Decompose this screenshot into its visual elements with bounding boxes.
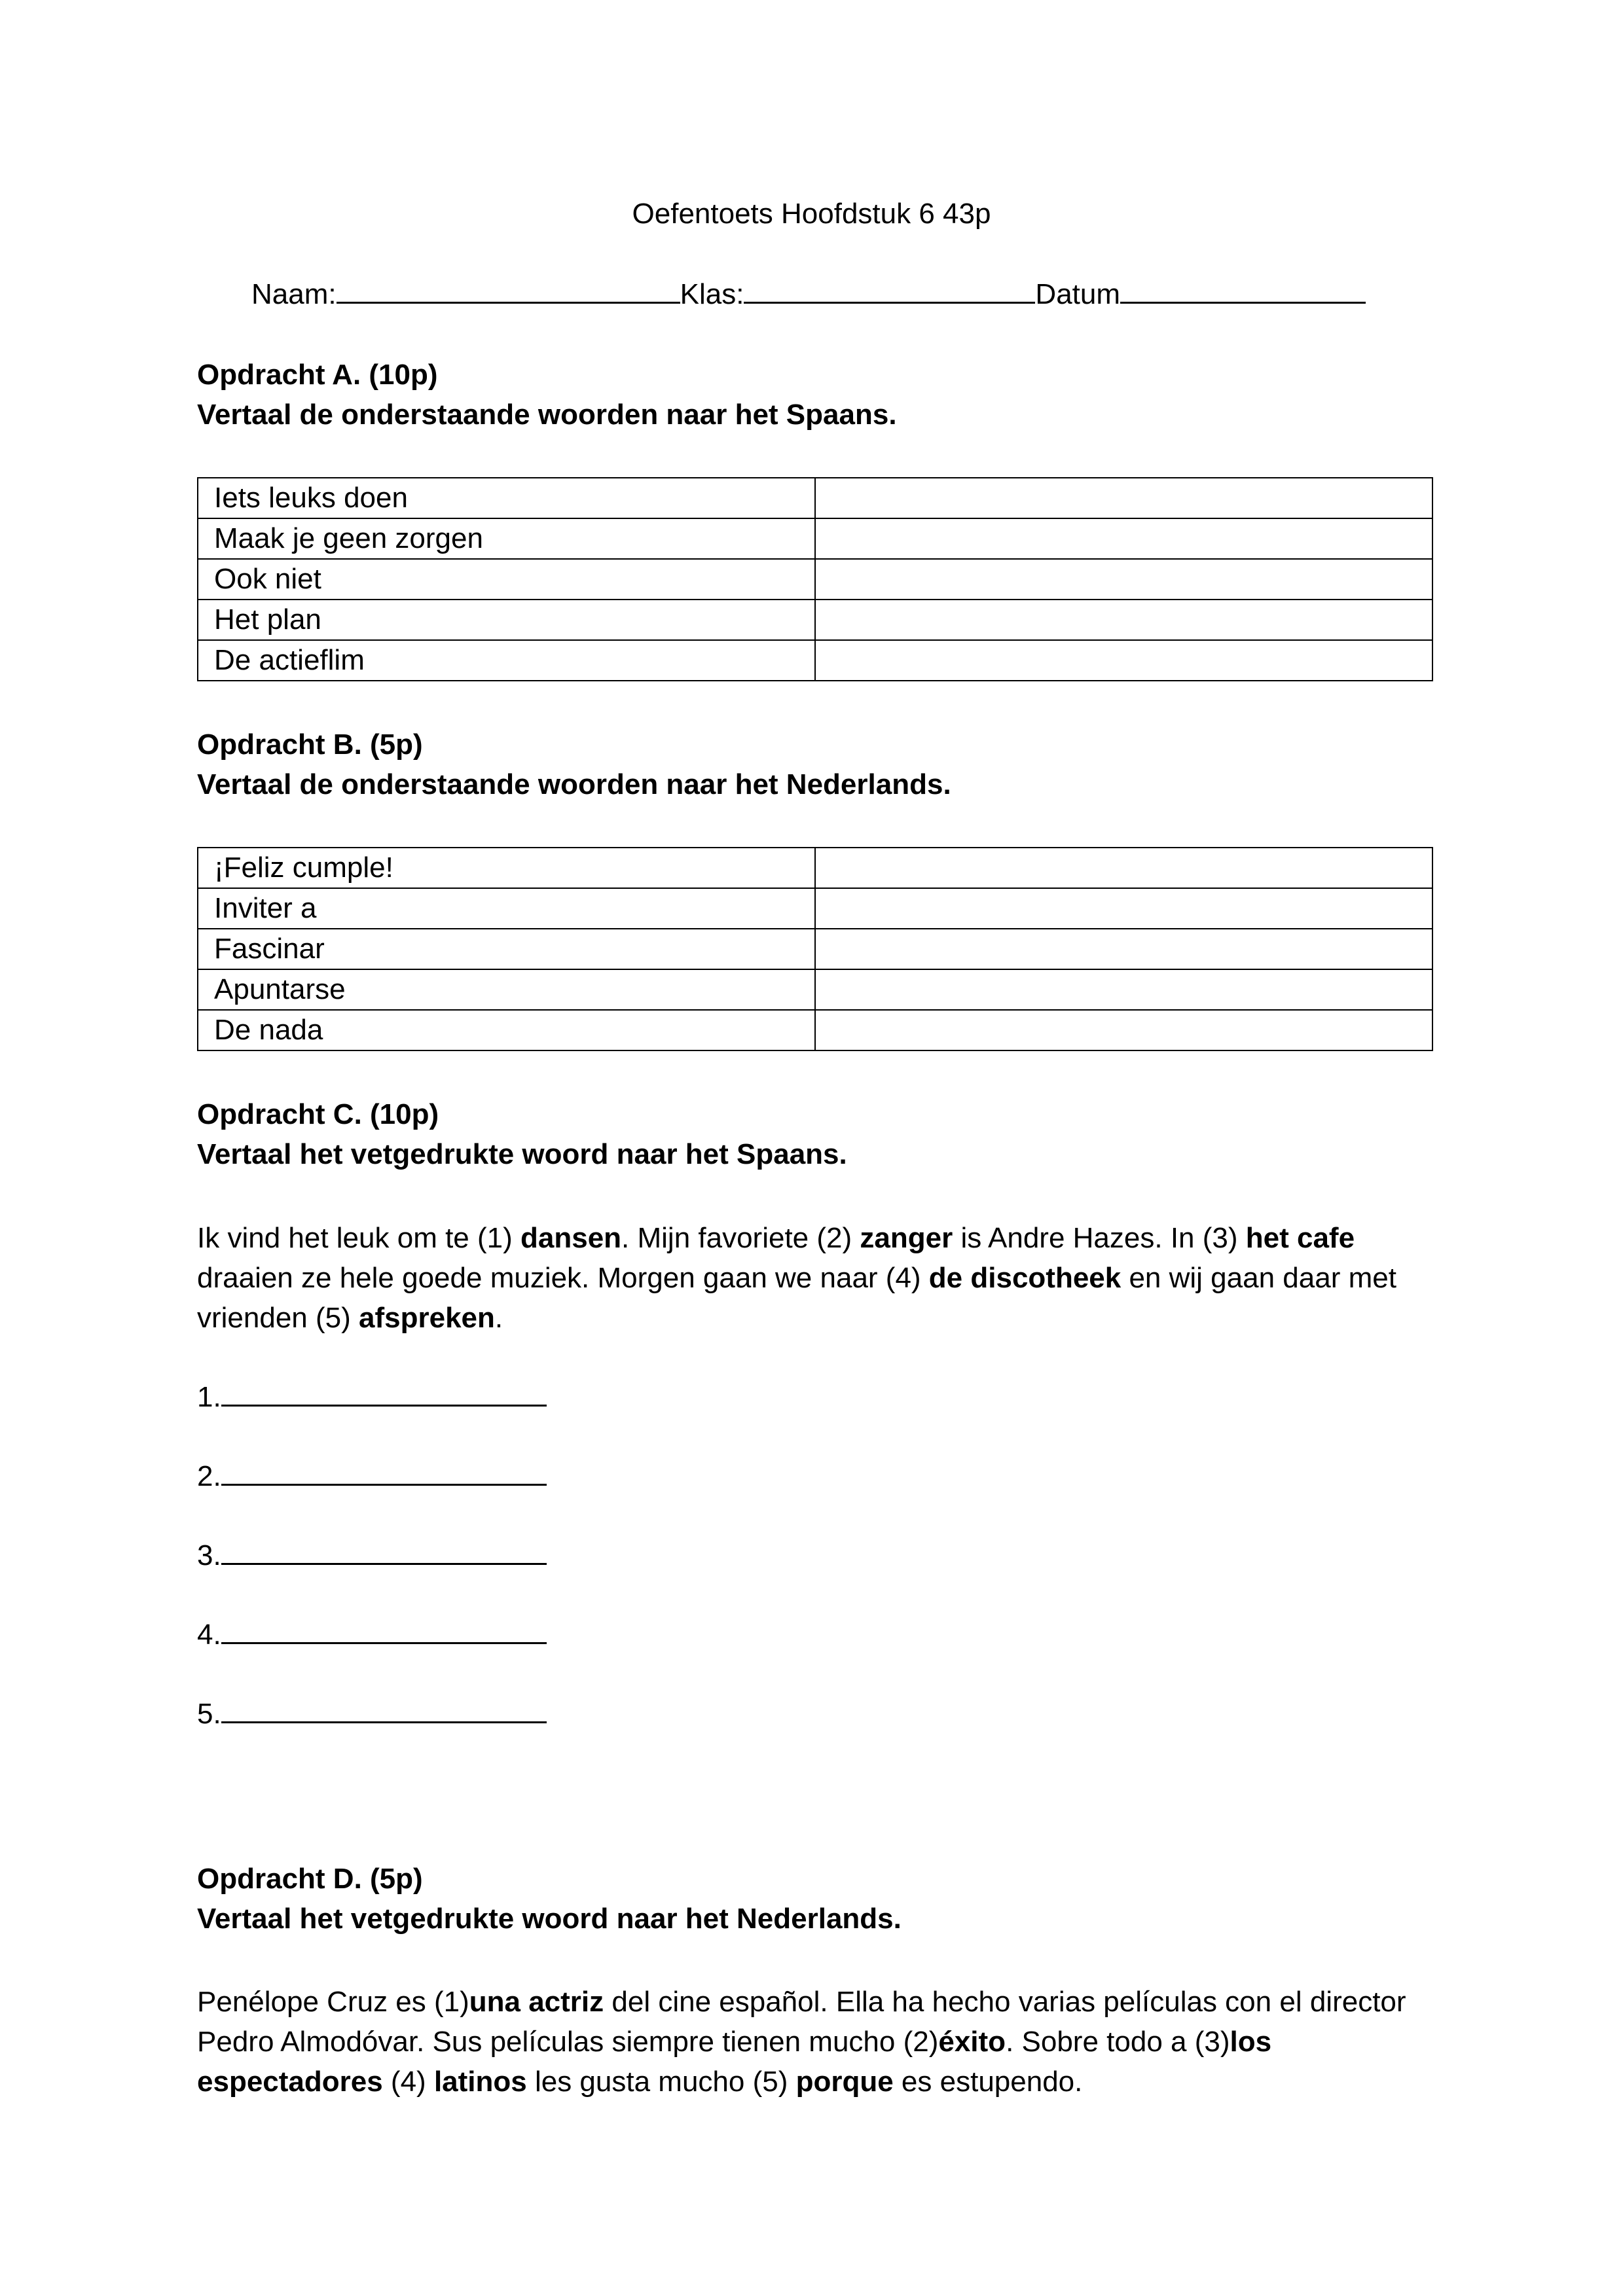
bold-term: latinos [433, 2066, 527, 2098]
answer-line-5 [197, 1696, 547, 1731]
page-title: Oefentoets Hoofdstuk 6 43p [632, 198, 991, 230]
term-cell: Inviter a [198, 888, 815, 929]
table-row [198, 640, 1432, 681]
answer-blank[interactable] [221, 1538, 547, 1565]
answer-cell[interactable] [815, 969, 1432, 1010]
answer-cell[interactable] [815, 478, 1432, 518]
text-run: en wij gaan daar met vrienden (5) [197, 1262, 1396, 1334]
klas-blank[interactable] [744, 277, 1035, 304]
text-run: . Mijn favoriete (2) [621, 1222, 860, 1254]
datum-blank[interactable] [1120, 277, 1366, 304]
table-row [198, 848, 1432, 888]
section-a-heading: Opdracht A. (10p) [197, 359, 438, 391]
table-row [198, 929, 1432, 969]
text-run: . Sobre todo a (3) [1006, 2026, 1230, 2058]
datum-label: Datum [1035, 278, 1121, 310]
answer-cell[interactable] [815, 1010, 1432, 1050]
text-run: les gusta mucho (5) [526, 2066, 796, 2098]
answer-number: 3. [197, 1539, 221, 1571]
naam-label: Naam: [251, 278, 337, 310]
section-d-heading: Opdracht D. (5p) [197, 1863, 423, 1895]
term-cell: Apuntarse [198, 969, 815, 1010]
section-b-instruction: Vertaal de onderstaande woorden naar het Nederlands. [197, 768, 951, 800]
answer-line-4 [197, 1617, 547, 1651]
section-c-instruction: Vertaal het vetgedrukte woord naar het Spaans. [197, 1138, 847, 1170]
answer-number: 1. [197, 1381, 221, 1413]
section-d-instruction: Vertaal het vetgedrukte woord naar het Nederlands. [197, 1903, 902, 1935]
student-info-line [251, 277, 1366, 311]
answer-line-2 [197, 1459, 547, 1493]
table-row [198, 518, 1432, 559]
term-cell: De actieflim [198, 640, 815, 681]
answer-cell[interactable] [815, 640, 1432, 681]
text-run: (4) [382, 2066, 434, 2098]
section-d-paragraph [197, 1982, 1441, 2102]
table-row [198, 1010, 1432, 1050]
term-cell: Ook niet [198, 559, 815, 600]
answer-cell[interactable] [815, 559, 1432, 600]
section-c-paragraph [197, 1218, 1441, 1338]
answer-blank[interactable] [221, 1459, 547, 1486]
table-row [198, 600, 1432, 640]
answer-line-1 [197, 1380, 547, 1414]
answer-number: 4. [197, 1619, 221, 1651]
table-row [198, 888, 1432, 929]
term-cell: Fascinar [198, 929, 815, 969]
answer-cell[interactable] [815, 929, 1432, 969]
table-row [198, 969, 1432, 1010]
answer-blank[interactable] [221, 1380, 547, 1407]
answer-cell[interactable] [815, 888, 1432, 929]
section-b-table [197, 847, 1433, 1051]
section-c-heading: Opdracht C. (10p) [197, 1098, 439, 1130]
answer-cell[interactable] [815, 518, 1432, 559]
table-row [198, 478, 1432, 518]
bold-term: éxito [938, 2026, 1006, 2058]
text-run: es estupendo. [893, 2066, 1083, 2098]
bold-term: de discotheek [928, 1262, 1122, 1294]
text-run: is Andre Hazes. In (3) [953, 1222, 1246, 1254]
bold-term: zanger [860, 1222, 953, 1254]
text-run: draaien ze hele goede muziek. Morgen gaan we naar (4) [197, 1262, 929, 1294]
bold-term: dansen [520, 1222, 622, 1254]
text-run: Penélope Cruz es (1) [197, 1986, 469, 2018]
term-cell: Iets leuks doen [198, 478, 815, 518]
term-cell: Het plan [198, 600, 815, 640]
klas-label: Klas: [680, 278, 744, 310]
term-cell: Maak je geen zorgen [198, 518, 815, 559]
text-run: del cine español. Ella ha hecho varias películas con el director Pedro Almodóvar. Sus películas siempre tienen mucho (2) [197, 1986, 1406, 2058]
text-run: Ik vind het leuk om te (1) [197, 1222, 520, 1254]
answer-number: 5. [197, 1698, 221, 1730]
answer-line-3 [197, 1538, 547, 1572]
bold-term: afspreken [359, 1302, 495, 1334]
answer-cell[interactable] [815, 848, 1432, 888]
answer-cell[interactable] [815, 600, 1432, 640]
text-run: . [494, 1302, 503, 1334]
term-cell: ¡Feliz cumple! [198, 848, 815, 888]
bold-term: una actriz [469, 1986, 604, 2018]
naam-blank[interactable] [337, 277, 680, 304]
bold-term: het cafe [1245, 1222, 1355, 1254]
answer-number: 2. [197, 1460, 221, 1492]
section-a-table [197, 477, 1433, 681]
section-b-heading: Opdracht B. (5p) [197, 728, 423, 761]
term-cell: De nada [198, 1010, 815, 1050]
bold-term: los espectadores [197, 2026, 1272, 2098]
table-row [198, 559, 1432, 600]
bold-term: porque [795, 2066, 894, 2098]
answer-blank[interactable] [221, 1617, 547, 1644]
section-a-instruction: Vertaal de onderstaande woorden naar het Spaans. [197, 399, 897, 431]
answer-blank[interactable] [221, 1696, 547, 1723]
